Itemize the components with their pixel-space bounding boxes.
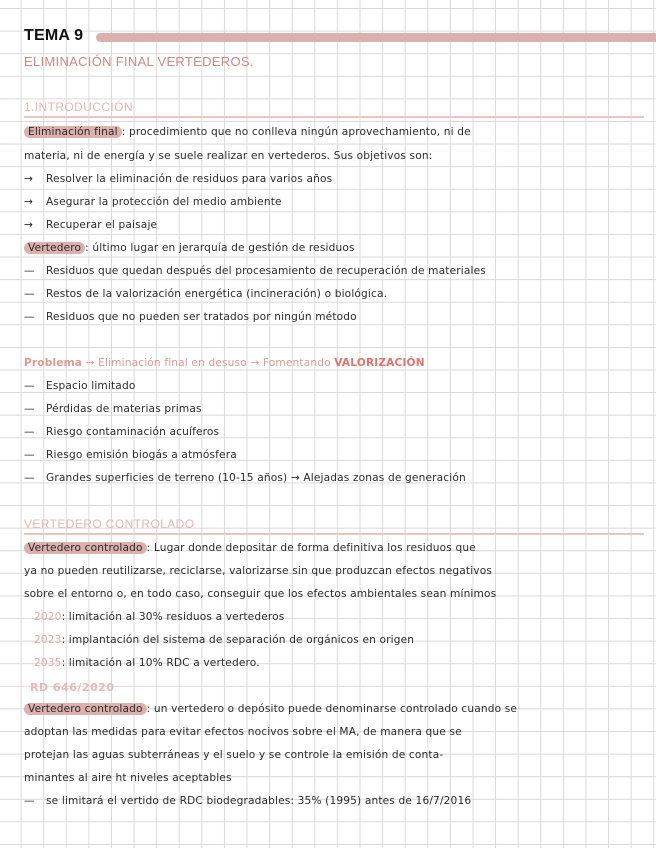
term-highlight: Vertedero [24, 242, 85, 254]
dash-bullet-icon: — [24, 380, 35, 392]
section-heading-vertedero-controlado [24, 517, 194, 531]
section-heading-text: VERTEDERO CONTROLADO [24, 517, 195, 531]
section-heading-text: 1.INTRODUCCIÓN [24, 100, 133, 114]
problema-line [24, 357, 425, 369]
arrow-bullet-icon: → [24, 173, 34, 185]
definition-line: minantes al aire ht niveles aceptables [24, 772, 232, 784]
list-item [24, 288, 387, 300]
definition-line: protejan las aguas subterráneas y el suelo y se controle la emisión de conta- [24, 749, 444, 761]
list-item-text: Recuperar el paisaje [46, 219, 158, 231]
title-row [24, 27, 656, 51]
list-item [24, 173, 332, 185]
problema-valorizacion: VALORIZACIÓN [334, 357, 425, 369]
year-item [24, 657, 260, 669]
rd-reference: RD 646/2020 [30, 681, 115, 694]
list-item [24, 403, 202, 415]
list-item-text: Asegurar la protección del medio ambiente [46, 196, 282, 208]
dash-bullet-icon: — [24, 449, 35, 461]
page-title: TEMA 9 [24, 27, 84, 44]
list-item [24, 449, 237, 461]
term-highlight: Vertedero controlado [24, 542, 147, 554]
list-item-text: Residuos que no pueden ser tratados por ningún método [46, 311, 357, 323]
definition-text: : Lugar donde depositar de forma definitiva los residuos que [146, 542, 476, 554]
dash-bullet-icon: — [24, 403, 35, 415]
arrow-bullet-icon: → [24, 219, 34, 231]
list-item-text: Restos de la valorización energética (incineración) o biológica. [46, 288, 388, 300]
list-item [24, 472, 466, 484]
definition-text: : procedimiento que no conlleva ningún aprovechamiento, ni de [121, 126, 471, 138]
list-item-text: Grandes superficies de terreno (10-15 años) → Alejadas zonas de generación [46, 472, 466, 484]
problema-fomentando: Fomentando [262, 357, 331, 369]
year-item [24, 611, 284, 623]
term-highlight: Vertedero controlado [24, 703, 147, 715]
list-item [24, 311, 357, 323]
list-item [24, 426, 219, 438]
dash-bullet-icon: — [24, 311, 35, 323]
year-label: 2023 [34, 634, 62, 646]
definition-line [24, 703, 517, 715]
definition-line [24, 242, 355, 254]
term-highlight: Eliminación final [24, 126, 122, 138]
dash-bullet-icon: — [24, 288, 35, 300]
year-text: : limitación al 30% residuos a vertederos [61, 611, 285, 623]
year-item [24, 634, 414, 646]
arrow-bullet-icon: → [24, 196, 34, 208]
definition-line: ya no pueden reutilizarse, reciclarse, valorizarse sin que produzcan efectos negativos [24, 565, 493, 577]
definition-line [24, 542, 476, 554]
year-text: : limitación al 10% RDC a vertedero. [61, 657, 260, 669]
list-item-text: Resolver la eliminación de residuos para varios años [46, 173, 333, 185]
list-item [24, 265, 486, 277]
list-item-text: Pérdidas de materias primas [46, 403, 202, 415]
dash-bullet-icon: — [24, 795, 35, 807]
dash-bullet-icon: — [24, 265, 35, 277]
definition-text: : un vertedero o depósito puede denominarse controlado cuando se [146, 703, 518, 715]
problema-label: Problema [24, 357, 83, 369]
definition-line: sobre el entorno o, en todo caso, conseguir que los efectos ambientales sean mínimos [24, 588, 497, 600]
section-underline [24, 533, 644, 535]
dash-bullet-icon: — [24, 426, 35, 438]
year-text: : implantación del sistema de separación de orgánicos en origen [61, 634, 415, 646]
page-subtitle: ELIMINACIÓN FINAL VERTEDEROS. [24, 54, 254, 69]
list-item-text: Residuos que quedan después del procesamiento de recuperación de materiales [46, 265, 486, 277]
year-label: 2020 [34, 611, 62, 623]
list-item-text: Espacio limitado [46, 380, 136, 392]
section-heading-introduccion [24, 100, 133, 114]
list-item-text: Riesgo contaminación acuíferos [46, 426, 220, 438]
list-item [24, 380, 135, 392]
title-highlight-bar [96, 33, 656, 42]
list-item [24, 795, 471, 807]
definition-line: adoptan las medidas para evitar efectos nocivos sobre el MA, de manera que se [24, 726, 462, 738]
list-item [24, 196, 282, 208]
list-item-text: Riesgo emisión biogás a atmósfera [46, 449, 237, 461]
section-underline [24, 116, 644, 118]
definition-text: : último lugar en jerarquía de gestión de residuos [85, 242, 355, 254]
definition-line [24, 126, 471, 138]
definition-line: materia, ni de energía y se suele realizar en vertederos. Sus objetivos son: [24, 150, 433, 162]
list-item [24, 219, 157, 231]
dash-bullet-icon: — [24, 472, 35, 484]
year-label: 2035 [34, 657, 62, 669]
problema-flow: → Eliminación final en desuso → [85, 357, 260, 369]
list-item-text: se limitará el vertido de RDC biodegradables: 35% (1995) antes de 16/7/2016 [46, 795, 472, 807]
